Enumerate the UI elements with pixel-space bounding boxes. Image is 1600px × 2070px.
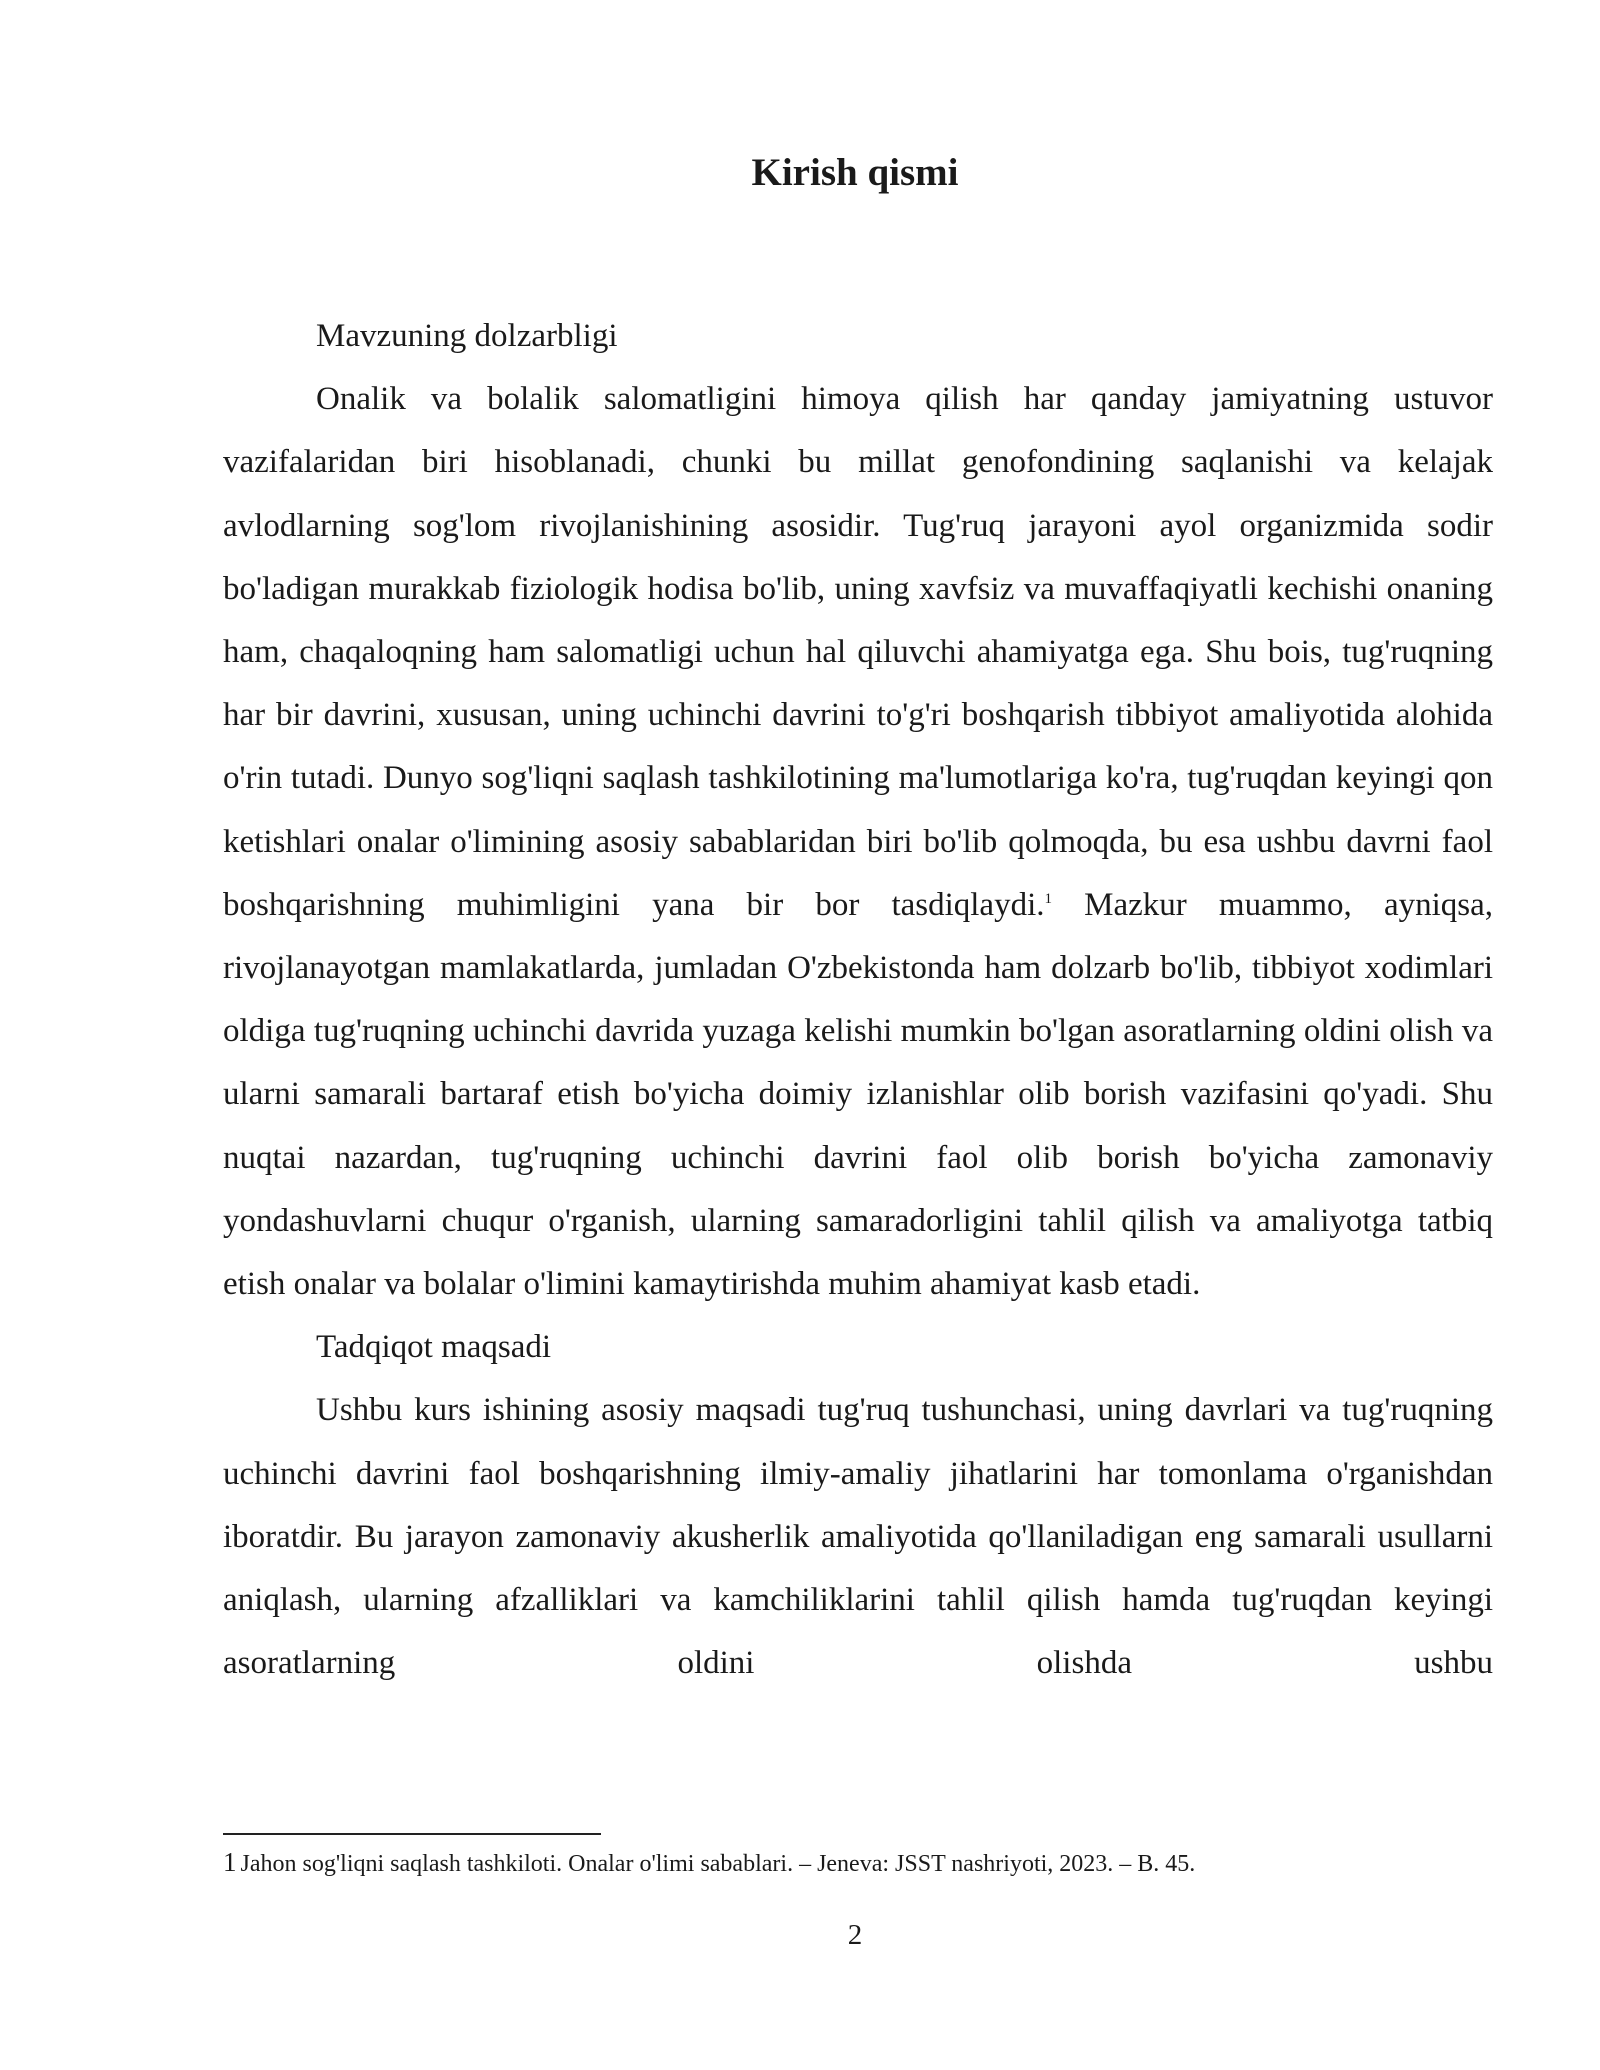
footnote-reference[interactable]: 1 — [1044, 890, 1053, 907]
body-text — [223, 305, 1493, 1695]
paragraph-relevance — [223, 368, 1493, 1316]
footnote — [223, 1847, 1493, 1879]
footnote-text: Jahon sog'liqni saqlash tashkiloti. Onalar o'limi sabablari. – Jeneva: JSST nashriyoti, 2023. – B. 45. — [240, 1851, 1196, 1877]
section-heading-goal: Tadqiqot maqsadi — [316, 1329, 552, 1366]
footnote-divider — [223, 1833, 601, 1835]
paragraph-relevance-part-2: Mazkur muammo, ayniqsa, rivojlanayotgan mamlakatlarda, jumladan O'zbekistonda ham dolzarb bo'lib, tibbiyot xodimlari oldiga tug'ruqning uchinchi davrida yuzaga kelishi mumkin bo'lgan asoratlarning oldini olish va ularni samarali bartaraf etish bo'yicha doimiy izlanishlar olib borish vazifasini qo'yadi. Shu nuqtai nazardan, tug'ruqning uchinchi davrini faol olib borish bo'yicha zamonaviy yondashuvlarni chuqur o'rganish, ularning samaradorligini tahlil qilish va amaliyotga tatbiq etish onalar va bolalar o'limini kamaytirishda muhim ahamiyat kasb etadi. — [223, 886, 1493, 1303]
paragraph-relevance-part-1: Onalik va bolalik salomatligini himoya qilish har qanday jamiyatning ustuvor vazifalaridan biri hisoblanadi, chunki bu millat genofondining saqlanishi va kelajak avlodlarning sog'lom rivojlanishining asosidir. Tug'ruq jarayoni ayol organizmida sodir bo'ladigan murakkab fiziologik hodisa bo'lib, uning xavfsiz va muvaffaqiyatli kechishi onaning ham, chaqaloqning ham salomatligi uchun hal qiluvchi ahamiyatga ega. Shu bois, tug'ruqning har bir davrini, xususan, uning uchinchi davrini to'g'ri boshqarish tibbiyot amaliyotida alohida o'rin tutadi. Dunyo sog'liqni saqlash tashkilotining ma'lumotlariga ko'ra, tug'ruqdan keyingi qon ketishlari onalar o'limining asosiy sabablaridan biri bo'lib qolmoqda, bu esa ushbu davrni faol boshqarishning muhimligini yana bir bor tasdiqlaydi. — [223, 381, 1493, 923]
paragraph-goal: Ushbu kurs ishining asosiy maqsadi tug'ruq tushunchasi, uning davrlari va tug'ruqning uchinchi davrini faol boshqarishning ilmiy-amaliy jihatlarini har tomonlama o'rganishdan iboratdir. Bu jarayon zamonaviy akusherlik amaliyotida qo'llaniladigan eng samarali usullarni aniqlash, ularning afzalliklari va kamchiliklarini tahlil qilish hamda tug'ruqdan keyingi asoratlarning oldini olishda ushbu — [223, 1392, 1493, 1682]
section-heading-relevance: Mavzuning dolzarbligi — [316, 318, 618, 354]
page-title: Kirish qismi — [751, 151, 959, 194]
page-number: 2 — [847, 1919, 863, 1951]
footnote-number: 1 — [223, 1847, 237, 1877]
